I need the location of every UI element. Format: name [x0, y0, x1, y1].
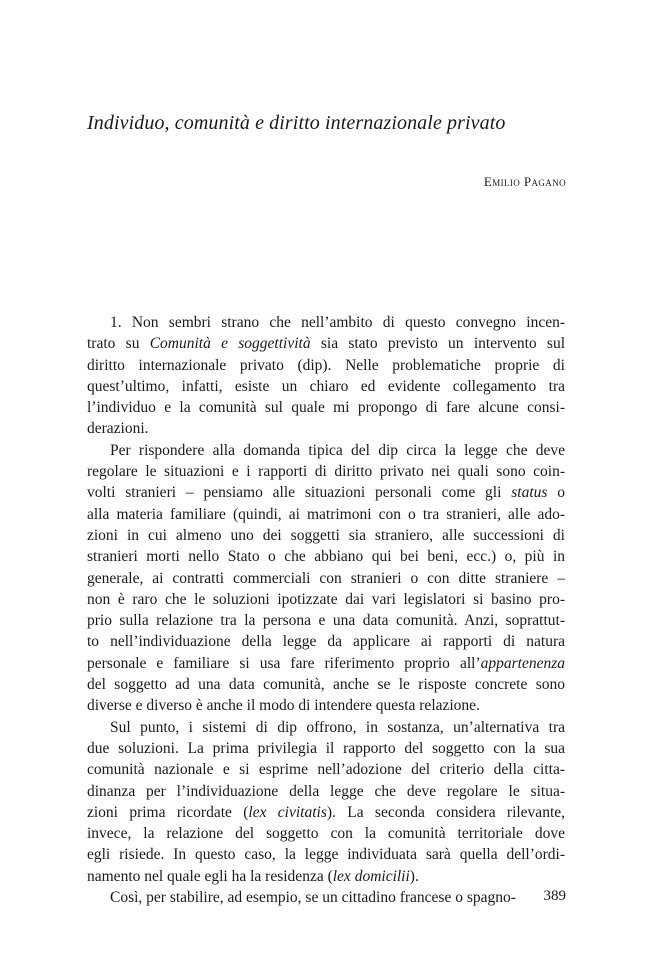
text-line: comunità nazionale e si esprime nell’adozione del criterio della citta-: [87, 761, 565, 779]
text-line: Per rispondere alla domanda tipica del dip circa la legge che deve: [110, 441, 565, 459]
text-line: dinanza per l’individuazione della legge che deve regolare le situa-: [87, 782, 565, 800]
text-line: invece, la relazione del soggetto con la comunità territoriale dove: [87, 825, 565, 843]
text-line: diritto internazionale privato (dip). Nelle problematiche proprie di: [87, 356, 565, 374]
text-line: zioni in cui almeno uno dei soggetti sia straniero, alle successioni di: [87, 526, 565, 544]
article-body: [87, 312, 565, 908]
text-line: alla materia familiare (quindi, ai matrimoni con o tra stranieri, alle ado-: [87, 505, 565, 523]
text-line: to nell’individuazione della legge da applicare ai rapporti di natura: [87, 633, 565, 651]
text-line: diverse e diverso è anche il modo di intendere questa relazione.: [87, 697, 480, 715]
article-title: Individuo, comunità e diritto internazionale privato: [87, 112, 506, 134]
text-line: quest’ultimo, infatti, esiste un chiaro ed evidente collegamento tra: [87, 377, 565, 395]
text-line: stranieri morti nello Stato o che abbiano qui bei beni, ecc.) o, più in: [87, 548, 565, 566]
text-line: generale, ai contratti commerciali con stranieri o con ditte straniere –: [87, 569, 565, 587]
text-line: personale e familiare si usa fare riferimento proprio all’appartenenza: [87, 654, 565, 672]
text-line: l’individuo e la comunità sul quale mi propongo di fare alcune consi-: [87, 399, 565, 417]
page-number: 389: [543, 888, 566, 904]
paragraph: [87, 440, 565, 717]
paragraph: [87, 887, 565, 908]
text-line: namento nel quale egli ha la residenza (lex domicilii).: [87, 867, 419, 885]
text-line: volti stranieri – pensiamo alle situazioni personali come gli status o: [87, 484, 566, 502]
paragraph: [87, 312, 565, 440]
text-line: derazioni.: [87, 420, 149, 438]
paragraph: [87, 717, 565, 887]
text-line: 1. Non sembri strano che nell’ambito di questo convegno incen-: [110, 314, 565, 331]
text-line: prio sulla relazione tra la persona e una data comunità. Anzi, soprattut-: [87, 612, 565, 630]
text-line: zioni prima ricordate (lex civitatis). La seconda considera rilevante,: [87, 803, 565, 821]
text-line: due soluzioni. La prima privilegia il rapporto del soggetto con la sua: [87, 739, 565, 757]
text-line: regolare le situazioni e i rapporti di diritto privato nei quali sono coin-: [87, 463, 565, 481]
text-line: del soggetto ad una data comunità, anche se le risposte concrete sono: [87, 676, 565, 694]
text-line: Sul punto, i sistemi di dip offrono, in sostanza, un’alternativa tra: [110, 718, 565, 736]
text-line: Così, per stabilire, ad esempio, se un cittadino francese o spagno-: [110, 889, 516, 907]
text-line: egli risiede. In questo caso, la legge individuata sarà quella dell’ordi-: [87, 846, 565, 864]
author-name: Emilio Pagano: [483, 174, 566, 189]
text-line: non è raro che le soluzioni ipotizzate dai vari legislatori si basino pro-: [87, 590, 565, 608]
text-line: trato su Comunità e soggettività sia stato previsto un intervento sul: [87, 335, 566, 353]
